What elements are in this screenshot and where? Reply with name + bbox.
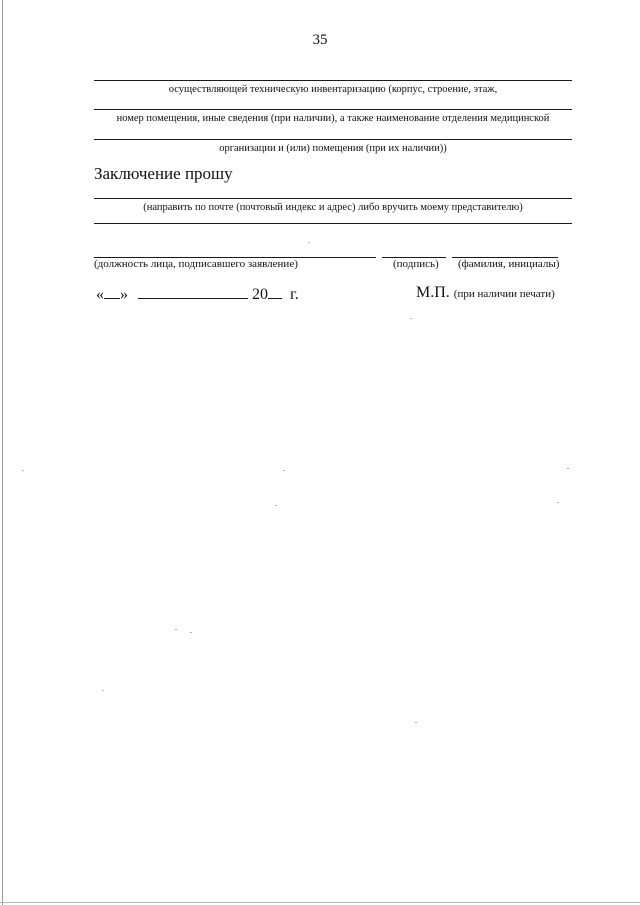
scan-speck xyxy=(308,242,310,243)
date-row xyxy=(96,284,299,304)
year-blank xyxy=(268,284,282,299)
scan-speck xyxy=(190,632,192,633)
conclusion-heading: Заключение прошу xyxy=(94,164,233,183)
scan-speck xyxy=(283,470,285,471)
scan-speck xyxy=(102,690,104,691)
month-blank xyxy=(138,284,248,299)
date-open-quote: « xyxy=(96,286,104,303)
day-blank xyxy=(104,284,120,299)
address-line-3 xyxy=(94,139,572,140)
delivery-line-bottom xyxy=(94,223,572,224)
scan-speck xyxy=(410,318,412,319)
address-line-2 xyxy=(94,109,572,110)
date-close-quote: » xyxy=(120,286,128,303)
scan-speck xyxy=(275,505,277,506)
address-caption-2: номер помещения, иные сведения (при наличии), а также наименование отделения медицинской xyxy=(116,113,550,124)
scan-speck xyxy=(567,468,569,469)
scan-speck xyxy=(22,470,24,471)
stamp-note: (при наличии печати) xyxy=(453,288,555,300)
stamp-placeholder xyxy=(416,284,555,302)
name-caption: (фамилия, инициалы) xyxy=(458,258,560,270)
year-prefix: 20 xyxy=(252,286,268,303)
scan-speck xyxy=(557,502,559,503)
page-edge-left xyxy=(2,0,3,905)
position-caption: (должность лица, подписавшего заявление) xyxy=(94,258,298,270)
address-caption-3: организации и (или) помещения (при их наличии)) xyxy=(219,143,447,154)
page-edge-bottom xyxy=(0,902,640,903)
signature-caption: (подпись) xyxy=(393,258,439,270)
address-caption-1: осуществляющей техническую инвентаризацию (корпус, строение, этаж, xyxy=(168,84,498,95)
scan-speck xyxy=(415,722,417,723)
stamp-abbr: М.П. xyxy=(416,284,450,301)
address-line-1 xyxy=(94,80,572,81)
delivery-line xyxy=(94,198,572,199)
delivery-caption: (направить по почте (почтовый индекс и адрес) либо вручить моему представителю) xyxy=(143,202,523,213)
year-suffix: г. xyxy=(290,286,299,303)
page-number: 35 xyxy=(312,32,328,48)
scan-speck xyxy=(175,629,177,630)
